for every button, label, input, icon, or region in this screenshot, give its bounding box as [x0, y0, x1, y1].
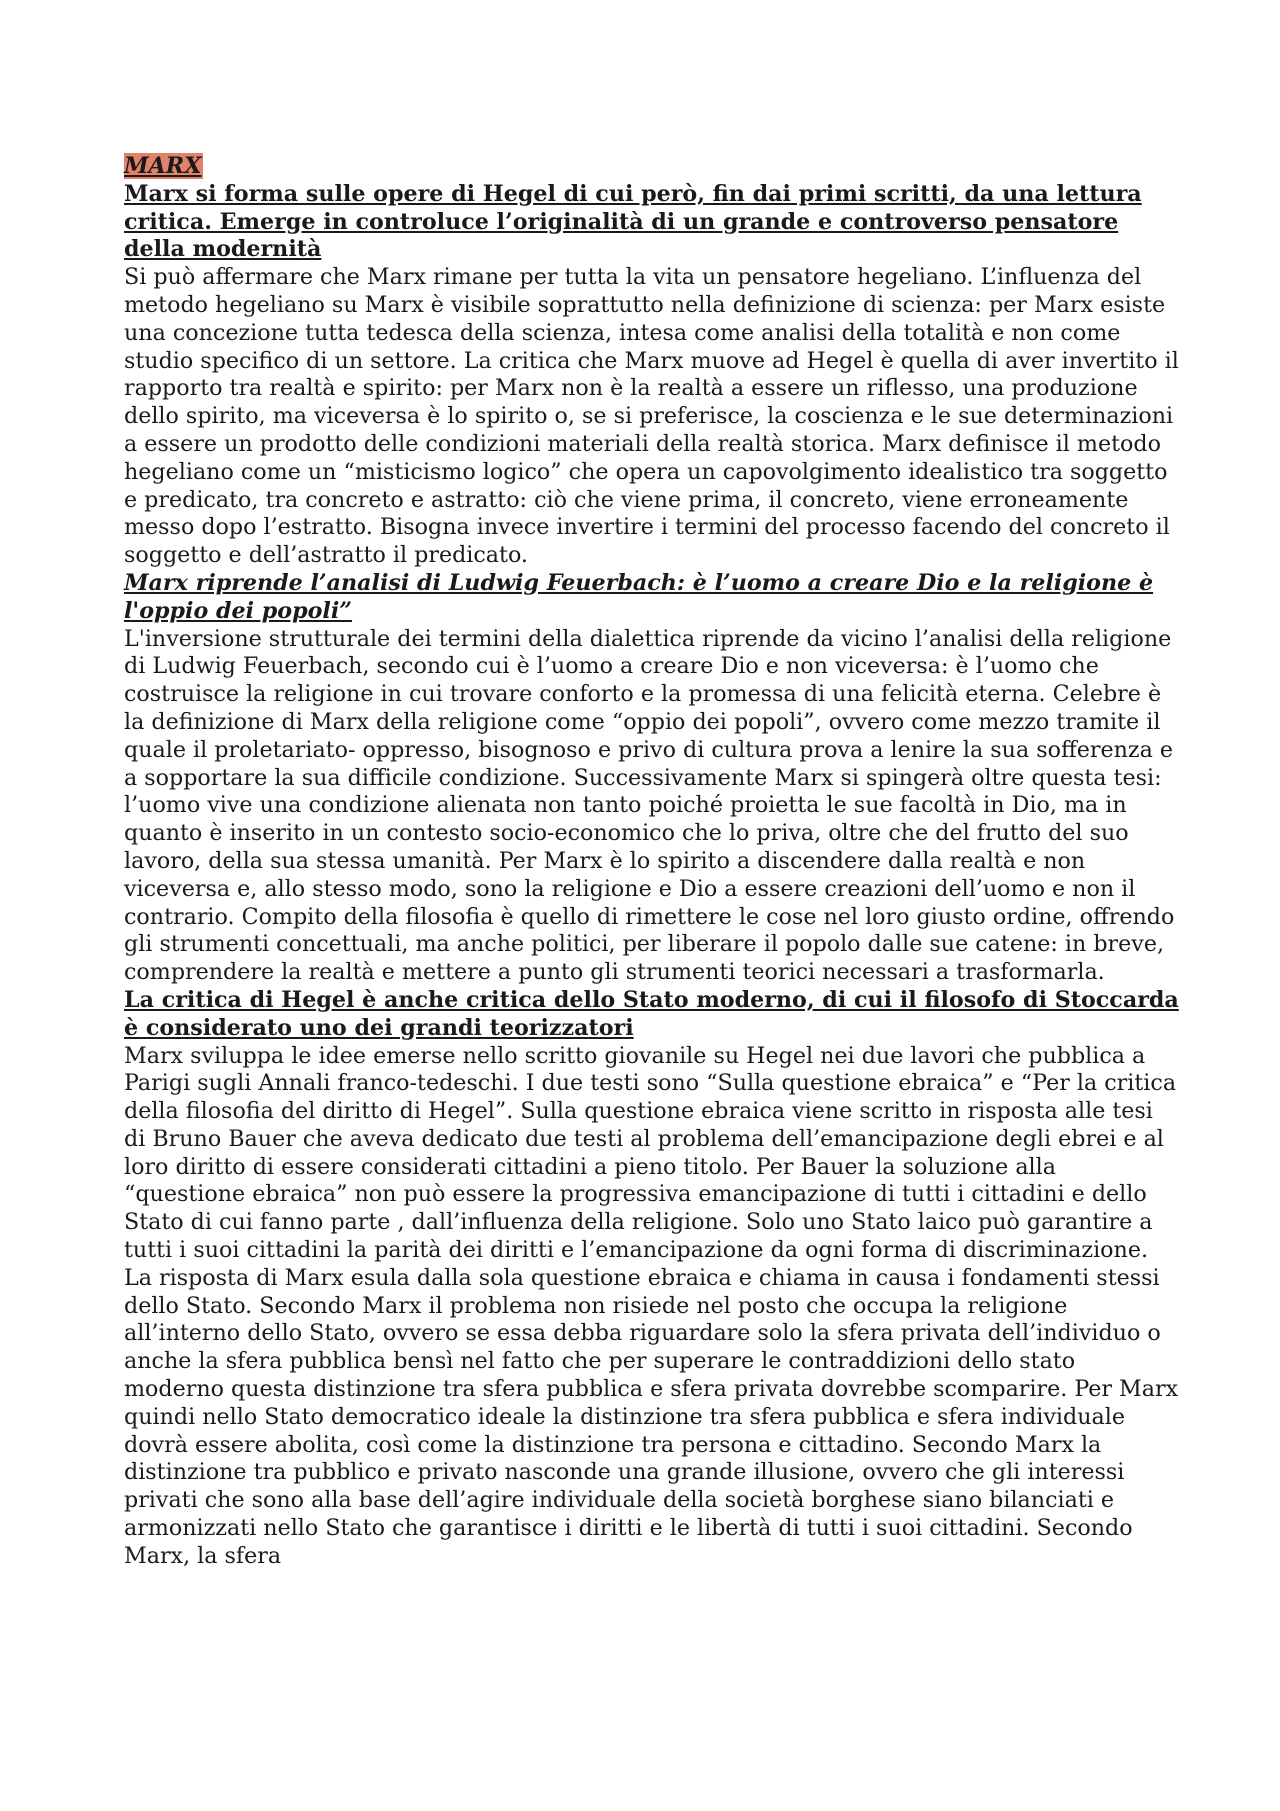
- section-3-paragraph: Marx sviluppa le idee emerse nello scritto giovanile su Hegel nei due lavori che pubblica a Parigi sugli Annali franco-tedeschi. I due testi sono “Sulla questione ebraica” e “Per la critica della filosofia del diritto di Hegel”. Sulla questione ebraica viene scritto in risposta alle tesi di Bruno Bauer che aveva dedicato due testi al problema dell’emancipazione degli ebrei e al loro diritto di essere considerati cittadini a pieno titolo. Per Bauer la soluzione alla “questione ebraica” non può essere la progressiva emancipazione di tutti i cittadini e dello Stato di cui fanno parte , dall’influenza della religione. Solo uno Stato laico può garantire a tutti i suoi cittadini la parità dei diritti e l’emancipazione da ogni forma di discriminazione. La risposta di Marx esula dalla sola questione ebraica e chiama in causa i fondamenti stessi dello Stato. Secondo Marx il problema non risiede nel posto che occupa la religione all’interno dello Stato, ovvero se essa debba riguardare solo la sfera privata dell’individuo o anche la sfera pubblica bensì nel fatto che per superare le contraddizioni dello stato moderno questa distinzione tra sfera pubblica e sfera privata dovrebbe scomparire. Per Marx quindi nello Stato democratico ideale la distinzione tra sfera pubblica e sfera individuale dovrà essere abolita, così come la distinzione tra persona e cittadino. Secondo Marx la distinzione tra pubblico e privato nasconde una grande illusione, ovvero che gli interessi privati che sono alla base dell’agire individuale della società borghese siano bilanciati e armonizzati nello Stato che garantisce i diritti e le libertà di tutti i suoi cittadini. Secondo Marx, la sfera: [124, 1042, 1179, 1569]
- document-title: [124, 153, 1180, 181]
- section-2-heading: Marx riprende l’analisi di Ludwig Feuerbach: è l’uomo a creare Dio e la religione è l'oppio dei popoli”: [124, 569, 1154, 624]
- section-3-heading: La critica di Hegel è anche critica dello Stato moderno, di cui il filosofo di Stoccarda è considerato uno dei grandi teorizzatori: [124, 986, 1179, 1041]
- document-title-text: MARX: [124, 153, 202, 179]
- document-content: [124, 153, 1180, 1571]
- section-1-heading: Marx si forma sulle opere di Hegel di cui però, fin dai primi scritti, da una lettura critica. Emerge in controluce l’originalità di un grande e controverso pensatore della modernità: [124, 180, 1142, 263]
- section-1-paragraph: Si può affermare che Marx rimane per tutta la vita un pensatore hegeliano. L’influenza del metodo hegeliano su Marx è visibile soprattutto nella definizione di scienza: per Marx esiste una concezione tutta tedesca della scienza, intesa come analisi della totalità e non come studio specifico di un settore. La critica che Marx muove ad Hegel è quella di aver invertito il rapporto tra realtà e spirito: per Marx non è la realtà a essere un riflesso, una produzione dello spirito, ma viceversa è lo spirito o, se si preferisce, la coscienza e le sue determinazioni a essere un prodotto delle condizioni materiali della realtà storica. Marx definisce il metodo hegeliano come un “misticismo logico” che opera un capovolgimento idealistico tra soggetto e predicato, tra concreto e astratto: ciò che viene prima, il concreto, viene erroneamente messo dopo l’estratto. Bisogna invece invertire i termini del processo facendo del concreto il soggetto e dell’astratto il predicato.: [124, 264, 1179, 569]
- section-2-paragraph: L'inversione strutturale dei termini della dialettica riprende da vicino l’analisi della religione di Ludwig Feuerbach, secondo cui è l’uomo a creare Dio e non viceversa: è l’uomo che costruisce la religione in cui trovare conforto e la promessa di una felicità eterna. Celebre è la definizione di Marx della religione come “oppio dei popoli”, ovvero come mezzo tramite il quale il proletariato- oppresso, bisognoso e privo di cultura prova a lenire la sua sofferenza e a sopportare la sua difficile condizione. Successivamente Marx si spingerà oltre questa tesi: l’uomo vive una condizione alienata non tanto poiché proietta le sue facoltà in Dio, ma in quanto è inserito in un contesto socio-economico che lo priva, oltre che del frutto del suo lavoro, della sua stessa umanità. Per Marx è lo spirito a discendere dalla realtà e non viceversa e, allo stesso modo, sono la religione e Dio a essere creazioni dell’uomo e non il contrario. Compito della filosofia è quello di rimettere le cose nel loro giusto ordine, offrendo gli strumenti concettuali, ma anche politici, per liberare il popolo dalle sue catene: in breve, comprendere la realtà e mettere a punto gli strumenti teorici necessari a trasformarla.: [124, 625, 1175, 986]
